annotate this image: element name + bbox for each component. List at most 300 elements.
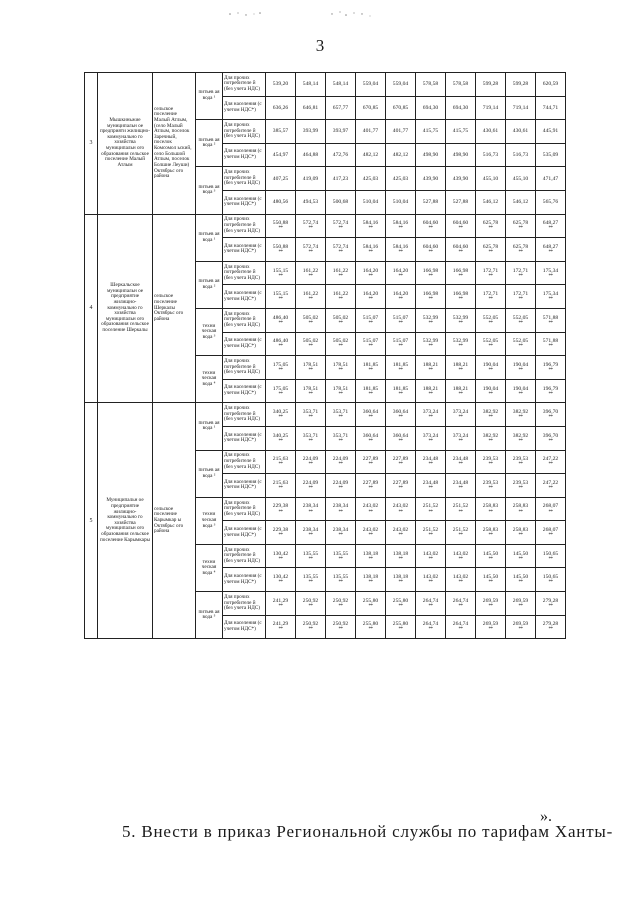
footnote-mark: ** bbox=[428, 556, 433, 562]
row-number-cell: 4 bbox=[85, 214, 98, 403]
row-number-cell: 5 bbox=[85, 403, 98, 639]
footnote-mark: ** bbox=[308, 627, 313, 633]
footnote-mark: ** bbox=[278, 556, 283, 562]
water-type-cell: техни ческая вода ³ bbox=[196, 497, 223, 544]
consumer-category-cell: Для населения (с учетом НДС*) bbox=[223, 238, 266, 262]
tariff-value: 454,97 bbox=[272, 152, 289, 159]
tariff-value-cell bbox=[386, 308, 416, 332]
water-type-cell: питьев ая вода ³ bbox=[196, 167, 223, 214]
tariff-value: 150,65 bbox=[542, 574, 559, 581]
footnote-mark: ** bbox=[278, 509, 283, 515]
tariff-value: 190,04 bbox=[482, 385, 499, 392]
tariff-value: 719,14 bbox=[512, 104, 529, 111]
tariff-value-cell bbox=[476, 285, 506, 309]
tariff-value-cell bbox=[476, 143, 506, 167]
water-type-cell: питьев ая вода ² bbox=[196, 261, 223, 308]
tariff-value: 505,02 bbox=[302, 338, 319, 345]
tariff-value-cell bbox=[476, 592, 506, 616]
footnote-mark: ** bbox=[278, 273, 283, 279]
tariff-value: 258,83 bbox=[512, 503, 529, 510]
tariff-value: 625,78 bbox=[512, 243, 529, 250]
tariff-value-cell bbox=[326, 96, 356, 120]
tariff-value: 143,02 bbox=[452, 574, 469, 581]
footnote-mark: ** bbox=[428, 438, 433, 444]
tariff-value: 472,76 bbox=[332, 152, 349, 159]
tariff-value-cell bbox=[476, 450, 506, 474]
tariff-value: 550,88 bbox=[272, 220, 289, 227]
tariff-value-cell bbox=[296, 308, 326, 332]
tariff-value: 145,50 bbox=[512, 550, 529, 557]
tariff-value: 175,05 bbox=[272, 385, 289, 392]
tariff-value-cell bbox=[326, 356, 356, 380]
tariff-value: 505,02 bbox=[332, 338, 349, 345]
tariff-value-cell bbox=[266, 474, 296, 498]
footnote-mark: ** bbox=[398, 391, 403, 397]
footnote-mark: ** bbox=[308, 462, 313, 468]
tariff-value: 234,48 bbox=[452, 479, 469, 486]
footnote-mark: ** bbox=[548, 533, 553, 539]
territory-cell: сельское поселение Шеркалы Октябрьс ого района bbox=[153, 214, 196, 403]
tariff-value-cell bbox=[446, 285, 476, 309]
tariff-value: 550,88 bbox=[272, 243, 289, 250]
footnote-mark: ** bbox=[488, 603, 493, 609]
tariff-value-cell bbox=[506, 426, 536, 450]
tariff-value: 552,05 bbox=[482, 338, 499, 345]
tariff-value: 178,51 bbox=[302, 385, 319, 392]
tariff-value: 515,07 bbox=[362, 338, 379, 345]
tariff-value: 239,53 bbox=[482, 456, 499, 463]
tariff-value-cell bbox=[266, 592, 296, 616]
tariff-value: 135,55 bbox=[332, 574, 349, 581]
tariff-value: 572,74 bbox=[302, 243, 319, 250]
tariff-value-cell bbox=[266, 190, 296, 214]
tariff-value-cell bbox=[536, 615, 566, 639]
tariff-value-cell bbox=[386, 474, 416, 498]
tariff-value-cell bbox=[446, 544, 476, 568]
consumer-category-cell: Для прочих потребителе й (без учета НДС) bbox=[223, 167, 266, 191]
tariff-value-cell bbox=[266, 544, 296, 568]
footnote-mark: ** bbox=[338, 533, 343, 539]
tariff-value: 572,74 bbox=[332, 243, 349, 250]
water-type-cell: техни ческая вода ⁴ bbox=[196, 544, 223, 591]
tariff-value-cell bbox=[446, 167, 476, 191]
tariff-value-cell bbox=[386, 544, 416, 568]
tariff-value: 264,74 bbox=[452, 597, 469, 604]
tariff-value-cell bbox=[506, 167, 536, 191]
tariff-value-cell bbox=[506, 474, 536, 498]
footnote-mark: ** bbox=[518, 297, 523, 303]
tariff-value-cell bbox=[506, 96, 536, 120]
tariff-value-cell bbox=[536, 261, 566, 285]
tariff-value: 247,22 bbox=[542, 479, 559, 486]
tariff-value-cell bbox=[506, 544, 536, 568]
tariff-value-cell bbox=[356, 190, 386, 214]
consumer-category-cell: Для прочих потребителе й (без учета НДС) bbox=[223, 214, 266, 238]
closing-quote: ». bbox=[540, 808, 552, 825]
footnote-mark: ** bbox=[278, 249, 283, 255]
tariff-value: 373,24 bbox=[452, 409, 469, 416]
consumer-category-cell: Для населения (с учетом НДС*) bbox=[223, 474, 266, 498]
tariff-value: 138,18 bbox=[362, 550, 379, 557]
footnote-mark: ** bbox=[278, 603, 283, 609]
tariff-value-cell bbox=[416, 426, 446, 450]
tariff-value: 269,59 bbox=[512, 597, 529, 604]
tariff-value-cell bbox=[326, 214, 356, 238]
footnote-mark: ** bbox=[368, 509, 373, 515]
tariff-value: 172,71 bbox=[482, 291, 499, 298]
tariff-value: 135,55 bbox=[302, 574, 319, 581]
tariff-value-cell bbox=[446, 615, 476, 639]
footnote-mark: ** bbox=[338, 438, 343, 444]
tariff-value-cell bbox=[356, 474, 386, 498]
tariff-value-cell bbox=[446, 474, 476, 498]
tariff-value: 178,51 bbox=[332, 361, 349, 368]
tariff-value-cell bbox=[356, 96, 386, 120]
tariff-value: 269,59 bbox=[482, 597, 499, 604]
footnote-mark: ** bbox=[278, 297, 283, 303]
footnote-mark: ** bbox=[428, 509, 433, 515]
tariff-value: 480,56 bbox=[272, 199, 289, 206]
footnote-mark: ** bbox=[368, 485, 373, 491]
tariff-value-cell bbox=[356, 332, 386, 356]
tariff-value: 251,52 bbox=[452, 503, 469, 510]
tariff-value-cell bbox=[296, 379, 326, 403]
consumer-category-cell: Для прочих потребителе й (без учета НДС) bbox=[223, 356, 266, 380]
tariff-value-cell bbox=[506, 143, 536, 167]
tariff-value-cell bbox=[416, 190, 446, 214]
tariff-value-cell bbox=[356, 143, 386, 167]
consumer-category-cell: Для населения (с учетом НДС*) bbox=[223, 143, 266, 167]
tariff-value: 464,88 bbox=[302, 152, 319, 159]
tariff-table bbox=[84, 72, 566, 639]
tariff-value: 559,04 bbox=[392, 81, 409, 88]
footnote-mark: ** bbox=[278, 462, 283, 468]
tariff-value: 269,59 bbox=[512, 621, 529, 628]
tariff-value: 548,14 bbox=[332, 81, 349, 88]
organization-cell: Муниципальн ое предприятие жилищно-коммунально го хозяйства муниципальн ого образования сельское поселение Карымкары bbox=[98, 403, 153, 639]
footnote-mark: ** bbox=[518, 509, 523, 515]
tariff-value: 251,52 bbox=[422, 503, 439, 510]
consumer-category-cell: Для населения (с учетом НДС*) bbox=[223, 332, 266, 356]
tariff-value: 175,34 bbox=[542, 291, 559, 298]
tariff-value: 239,53 bbox=[482, 479, 499, 486]
tariff-value: 164,20 bbox=[392, 267, 409, 274]
footnote-mark: ** bbox=[518, 462, 523, 468]
tariff-value-cell bbox=[266, 497, 296, 521]
tariff-value: 190,04 bbox=[512, 361, 529, 368]
tariff-value: 138,18 bbox=[392, 574, 409, 581]
footnote-mark: ** bbox=[338, 367, 343, 373]
tariff-value-cell bbox=[296, 474, 326, 498]
tariff-value: 425,03 bbox=[392, 175, 409, 182]
tariff-value: 559,04 bbox=[362, 81, 379, 88]
footnote-mark: ** bbox=[488, 485, 493, 491]
footnote-mark: ** bbox=[458, 367, 463, 373]
tariff-value: 215,63 bbox=[272, 456, 289, 463]
tariff-value-cell bbox=[326, 592, 356, 616]
tariff-value-cell bbox=[536, 167, 566, 191]
tariff-value: 539,20 bbox=[272, 81, 289, 88]
tariff-value: 401,77 bbox=[392, 128, 409, 135]
tariff-value-cell bbox=[506, 261, 536, 285]
footnote-mark: ** bbox=[548, 603, 553, 609]
tariff-value-cell bbox=[506, 73, 536, 97]
footnote-mark: ** bbox=[548, 297, 553, 303]
footnote-mark: ** bbox=[398, 249, 403, 255]
tariff-value-cell bbox=[356, 120, 386, 144]
footnote-mark: ** bbox=[398, 533, 403, 539]
tariff-value-cell bbox=[446, 96, 476, 120]
tariff-value-cell bbox=[416, 450, 446, 474]
tariff-value-cell bbox=[476, 521, 506, 545]
tariff-value: 552,05 bbox=[512, 314, 529, 321]
footnote-mark: ** bbox=[368, 320, 373, 326]
tariff-value: 445,91 bbox=[542, 128, 559, 135]
tariff-value: 161,22 bbox=[302, 267, 319, 274]
water-type-cell: питьев ая вода ⁵ bbox=[196, 592, 223, 639]
tariff-value-cell bbox=[386, 143, 416, 167]
tariff-value-cell bbox=[416, 497, 446, 521]
tariff-value: 264,74 bbox=[422, 621, 439, 628]
tariff-value-cell bbox=[476, 403, 506, 427]
consumer-category-cell: Для населения (с учетом НДС*) bbox=[223, 190, 266, 214]
tariff-value: 419,09 bbox=[302, 175, 319, 182]
tariff-value-cell bbox=[296, 497, 326, 521]
tariff-value-cell bbox=[266, 96, 296, 120]
tariff-value-cell bbox=[506, 615, 536, 639]
tariff-value-cell bbox=[476, 120, 506, 144]
tariff-value-cell bbox=[416, 308, 446, 332]
consumer-category-cell: Для населения (с учетом НДС*) bbox=[223, 426, 266, 450]
consumer-category-cell: Для прочих потребителе й (без учета НДС) bbox=[223, 544, 266, 568]
consumer-category-cell: Для прочих потребителе й (без учета НДС) bbox=[223, 497, 266, 521]
page-number: 3 bbox=[315, 36, 325, 55]
tariff-value-cell bbox=[266, 285, 296, 309]
tariff-value: 425,03 bbox=[362, 175, 379, 182]
tariff-value: 269,59 bbox=[482, 621, 499, 628]
footnote-mark: ** bbox=[458, 273, 463, 279]
tariff-value: 657,77 bbox=[332, 104, 349, 111]
tariff-value: 161,22 bbox=[332, 291, 349, 298]
tariff-value-cell bbox=[476, 544, 506, 568]
tariff-value: 527,88 bbox=[422, 199, 439, 206]
tariff-value-cell bbox=[506, 332, 536, 356]
tariff-value: 227,89 bbox=[362, 479, 379, 486]
consumer-category-cell: Для прочих потребителе й (без учета НДС) bbox=[223, 73, 266, 97]
tariff-value: 251,52 bbox=[452, 527, 469, 534]
tariff-value-cell bbox=[356, 308, 386, 332]
footnote-mark: ** bbox=[428, 485, 433, 491]
tariff-value-cell bbox=[386, 379, 416, 403]
footnote-mark: ** bbox=[338, 249, 343, 255]
table-row bbox=[85, 403, 566, 427]
tariff-value-cell bbox=[296, 214, 326, 238]
footnote-mark: ** bbox=[458, 297, 463, 303]
tariff-value-cell bbox=[416, 592, 446, 616]
point-5-text: 5. Внести в приказ Региональной службы по тарифам Ханты- bbox=[122, 822, 614, 841]
tariff-value-cell bbox=[356, 592, 386, 616]
tariff-value: 482,12 bbox=[362, 152, 379, 159]
tariff-value-cell bbox=[296, 285, 326, 309]
tariff-value: 571,88 bbox=[542, 338, 559, 345]
tariff-value-cell bbox=[476, 568, 506, 592]
footnote-mark: ** bbox=[398, 297, 403, 303]
tariff-value: 166,98 bbox=[452, 291, 469, 298]
tariff-value: 510,04 bbox=[392, 199, 409, 206]
tariff-value: 190,04 bbox=[482, 361, 499, 368]
tariff-value: 239,53 bbox=[512, 479, 529, 486]
tariff-value: 234,48 bbox=[452, 456, 469, 463]
tariff-value: 604,60 bbox=[422, 220, 439, 227]
tariff-value-cell bbox=[266, 214, 296, 238]
footnote-mark: ** bbox=[338, 627, 343, 633]
tariff-value: 535,09 bbox=[542, 152, 559, 159]
footnote-mark: ** bbox=[518, 580, 523, 586]
tariff-value: 164,20 bbox=[392, 291, 409, 298]
tariff-value: 393,99 bbox=[302, 128, 319, 135]
footnote-mark: ** bbox=[458, 556, 463, 562]
tariff-value-cell bbox=[296, 403, 326, 427]
footnote-mark: ** bbox=[338, 580, 343, 586]
tariff-value-cell bbox=[386, 238, 416, 262]
tariff-value-cell bbox=[446, 190, 476, 214]
tariff-value-cell bbox=[416, 214, 446, 238]
tariff-value: 455,10 bbox=[482, 175, 499, 182]
footnote-mark: ** bbox=[518, 438, 523, 444]
tariff-value: 190,04 bbox=[512, 385, 529, 392]
tariff-value: 135,55 bbox=[302, 550, 319, 557]
footnote-mark: ** bbox=[428, 580, 433, 586]
tariff-value: 224,09 bbox=[302, 456, 319, 463]
footnote-mark: ** bbox=[338, 485, 343, 491]
footnote-mark: ** bbox=[458, 485, 463, 491]
footnote-mark: ** bbox=[398, 603, 403, 609]
tariff-value-cell bbox=[356, 356, 386, 380]
tariff-value-cell bbox=[536, 332, 566, 356]
tariff-value-cell bbox=[446, 497, 476, 521]
footnote-mark: ** bbox=[548, 273, 553, 279]
footnote-mark: ** bbox=[458, 391, 463, 397]
tariff-value-cell bbox=[296, 167, 326, 191]
tariff-value-cell bbox=[326, 474, 356, 498]
tariff-value: 360,64 bbox=[392, 409, 409, 416]
footnote-mark: ** bbox=[338, 556, 343, 562]
footnote-mark: ** bbox=[368, 297, 373, 303]
tariff-value: 417,23 bbox=[332, 175, 349, 182]
tariff-value-cell bbox=[416, 379, 446, 403]
tariff-value-cell bbox=[416, 73, 446, 97]
footnote-mark: ** bbox=[518, 320, 523, 326]
tariff-value: 401,77 bbox=[362, 128, 379, 135]
footnote-mark: ** bbox=[278, 344, 283, 350]
footnote-mark: ** bbox=[308, 509, 313, 515]
footnote-mark: ** bbox=[518, 344, 523, 350]
footnote-mark: ** bbox=[488, 533, 493, 539]
footnote-mark: ** bbox=[458, 415, 463, 421]
tariff-value-cell bbox=[506, 379, 536, 403]
tariff-value-cell bbox=[296, 120, 326, 144]
tariff-value-cell bbox=[536, 497, 566, 521]
footnote-mark: ** bbox=[368, 556, 373, 562]
tariff-value: 255,80 bbox=[392, 621, 409, 628]
tariff-value-cell bbox=[386, 615, 416, 639]
tariff-value: 243,02 bbox=[392, 503, 409, 510]
tariff-value: 353,71 bbox=[302, 432, 319, 439]
footnote-mark: ** bbox=[488, 226, 493, 232]
tariff-value-cell bbox=[506, 356, 536, 380]
tariff-value-cell bbox=[536, 308, 566, 332]
tariff-value-cell bbox=[536, 238, 566, 262]
footnote-mark: ** bbox=[488, 367, 493, 373]
consumer-category-cell: Для населения (с учетом НДС*) bbox=[223, 568, 266, 592]
consumer-category-cell: Для прочих потребителе й (без учета НДС) bbox=[223, 120, 266, 144]
tariff-value-cell bbox=[296, 238, 326, 262]
tariff-value: 238,34 bbox=[332, 503, 349, 510]
tariff-value: 279,28 bbox=[542, 621, 559, 628]
footnote-mark: ** bbox=[428, 344, 433, 350]
tariff-value: 238,34 bbox=[332, 527, 349, 534]
footnote-mark: ** bbox=[398, 367, 403, 373]
tariff-value: 155,15 bbox=[272, 291, 289, 298]
tariff-value-cell bbox=[266, 379, 296, 403]
tariff-value-cell bbox=[536, 356, 566, 380]
footnote-mark: ** bbox=[458, 603, 463, 609]
tariff-value: 571,88 bbox=[542, 314, 559, 321]
tariff-value: 164,20 bbox=[362, 267, 379, 274]
tariff-value-cell bbox=[326, 120, 356, 144]
tariff-value-cell bbox=[446, 592, 476, 616]
tariff-value-cell bbox=[506, 592, 536, 616]
tariff-value: 455,10 bbox=[512, 175, 529, 182]
table-row bbox=[85, 73, 566, 97]
tariff-value-cell bbox=[326, 285, 356, 309]
tariff-value: 719,14 bbox=[482, 104, 499, 111]
tariff-value: 241,29 bbox=[272, 597, 289, 604]
tariff-value: 744,71 bbox=[542, 104, 559, 111]
footnote-mark: ** bbox=[488, 320, 493, 326]
footnote-mark: ** bbox=[368, 627, 373, 633]
tariff-value-cell bbox=[446, 120, 476, 144]
consumer-category-cell: Для населения (с учетом НДС*) bbox=[223, 96, 266, 120]
tariff-value: 340,25 bbox=[272, 409, 289, 416]
tariff-value-cell bbox=[386, 214, 416, 238]
tariff-value: 255,80 bbox=[392, 597, 409, 604]
tariff-value-cell bbox=[416, 615, 446, 639]
footnote-mark: ** bbox=[308, 320, 313, 326]
tariff-value-cell bbox=[386, 120, 416, 144]
tariff-value-cell bbox=[536, 285, 566, 309]
tariff-value: 224,09 bbox=[332, 479, 349, 486]
tariff-value: 239,53 bbox=[512, 456, 529, 463]
footnote-mark: ** bbox=[518, 603, 523, 609]
tariff-value-cell bbox=[296, 143, 326, 167]
tariff-value-cell bbox=[476, 167, 506, 191]
tariff-value: 188,21 bbox=[422, 385, 439, 392]
footnote-mark: ** bbox=[338, 391, 343, 397]
footnote-mark: ** bbox=[548, 367, 553, 373]
tariff-value-cell bbox=[446, 356, 476, 380]
water-type-cell: питьев ая вода ¹ bbox=[196, 403, 223, 450]
footnote-mark: ** bbox=[278, 627, 283, 633]
tariff-value: 498,90 bbox=[452, 152, 469, 159]
tariff-value-cell bbox=[446, 403, 476, 427]
tariff-value-cell bbox=[296, 332, 326, 356]
tariff-value: 181,85 bbox=[392, 361, 409, 368]
tariff-value-cell bbox=[536, 568, 566, 592]
territory-cell: сельское поселение Малый Атлым, (село Малый Атлым, поселок Заречный, поселок Комсомол ьский, село Большой Атлым, поселок Болшие Леуши) Октябрьс ого района bbox=[153, 73, 196, 215]
tariff-value: 604,60 bbox=[452, 243, 469, 250]
consumer-category-cell: Для населения (с учетом НДС*) bbox=[223, 615, 266, 639]
